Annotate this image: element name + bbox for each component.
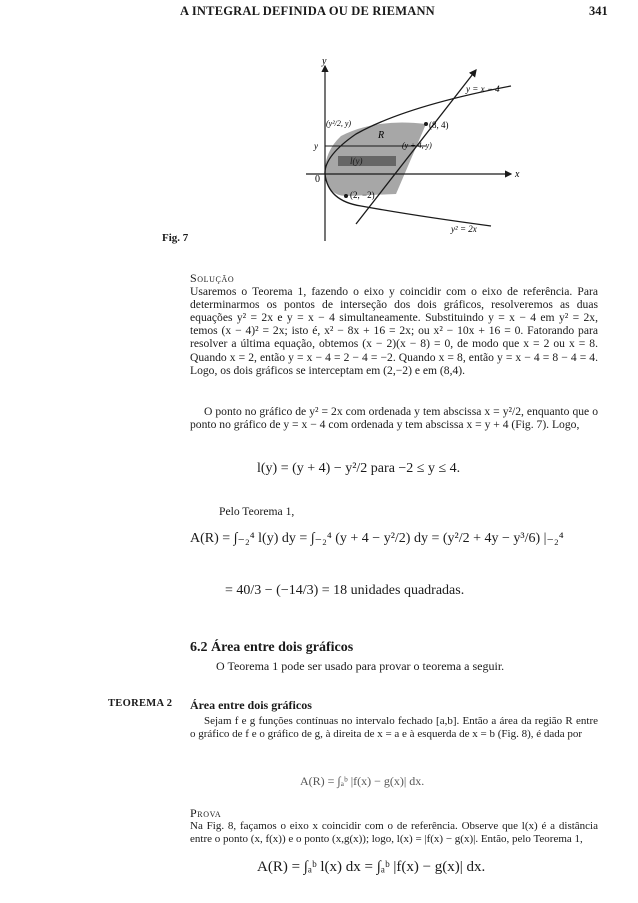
solution-paragraph-2: O ponto no gráfico de y² = 2x com ordenada y tem abscissa x = y²/2, enquanto que o ponto no gráfico de y = x − 4 com ordenada y tem abscissa x = y + 4 (Fig. 7). Logo,	[190, 405, 598, 432]
point-right-label: (y + 4, y)	[402, 141, 432, 150]
solution-heading: Solução	[190, 271, 235, 285]
theorem-equation: A(R) = ∫ₐᵇ |f(x) − g(x)| dx.	[300, 774, 425, 788]
theorem-title: Área entre dois gráficos	[190, 698, 312, 712]
strip-label: l(y)	[350, 156, 363, 166]
line-label: y = x − 4	[466, 84, 500, 94]
equation-l-of-y: l(y) = (y + 4) − y²/2 para −2 ≤ y ≤ 4.	[257, 461, 461, 476]
point-left-label: (y²/2, y)	[326, 119, 352, 128]
theorem-label: TEOREMA 2	[108, 698, 173, 709]
equation-area-result: = 40/3 − (−14/3) = 18 unidades quadradas.	[225, 583, 465, 598]
strip-rect	[338, 156, 396, 166]
pelo-teorema: Pelo Teorema 1,	[219, 505, 295, 518]
theorem-text: Sejam f e g funções contínuas no intervalo fechado [a,b]. Então a área da região R entre o gráfico de f e o gráfico de g, à direita de x = a e à esquerda de x = b (Fig. 8), é dada por	[190, 715, 598, 740]
running-title: A INTEGRAL DEFINIDA OU DE RIEMANN	[180, 4, 435, 18]
figure-label: Fig. 7	[162, 232, 189, 244]
page-number: 341	[589, 4, 608, 18]
solution-text-1: Usaremos o Teorema 1, fazendo o eixo y coincidir com o eixo de referência. Para determinarmos os pontos de interseção dos dois gráficos, resolveremos as duas equações y² = 2x e y = x − 4 simultaneamente. Substituindo y = x − 4 em y² = 2x, temos (x − 4)² = 2x; isto é, x² − 8x + 16 = 2x; ou x² − 10x + 16 = 0. Fatorando para resolver a última equação, obtemos (x − 2)(x − 8) = 0, de modo que x = 2 ou x = 8. Quando x = 2, então y = x − 4 = 2 − 4 = −2. Quando x = 8, então y = x − 4 = 8 − 4 = 4. Logo, os dois gráficos se interceptam em (2,−2) e em (8,4).	[190, 285, 598, 377]
point-upper	[424, 122, 428, 126]
equation-area-integral: A(R) = ∫₋₂⁴ l(y) dy = ∫₋₂⁴ (y + 4 − y²/2) dy = (y²/2 + 4y − y³/6) |₋₂⁴	[190, 531, 564, 546]
parabola-label: y² = 2x	[451, 224, 477, 234]
proof-heading: Prova	[190, 806, 222, 820]
axis-x-label: x	[515, 169, 520, 180]
solution-paragraph-1	[190, 272, 598, 377]
section-title: 6.2 Área entre dois gráficos	[190, 640, 354, 655]
point-lower-label: (2, −2)	[350, 190, 375, 200]
point-lower	[344, 194, 348, 198]
section-text: O Teorema 1 pode ser usado para provar o teorema a seguir.	[216, 659, 505, 673]
origin-label: 0	[315, 174, 320, 185]
region-label: R	[378, 130, 385, 141]
proof-text: Na Fig. 8, façamos o eixo x coincidir com o de referência. Observe que l(x) é a distância entre o ponto (x, f(x)) e o ponto (x,g(x)); logo, l(x) = |f(x) − g(x)|. Então, pelo Teorema 1,	[190, 820, 598, 845]
point-upper-label: (8, 4)	[429, 120, 449, 130]
figure-7	[286, 56, 536, 246]
proof-equation: A(R) = ∫ₐᵇ l(x) dx = ∫ₐᵇ |f(x) − g(x)| dx.	[257, 859, 486, 875]
axis-y-label: y	[322, 56, 327, 67]
y-tick-label: y	[314, 141, 318, 151]
